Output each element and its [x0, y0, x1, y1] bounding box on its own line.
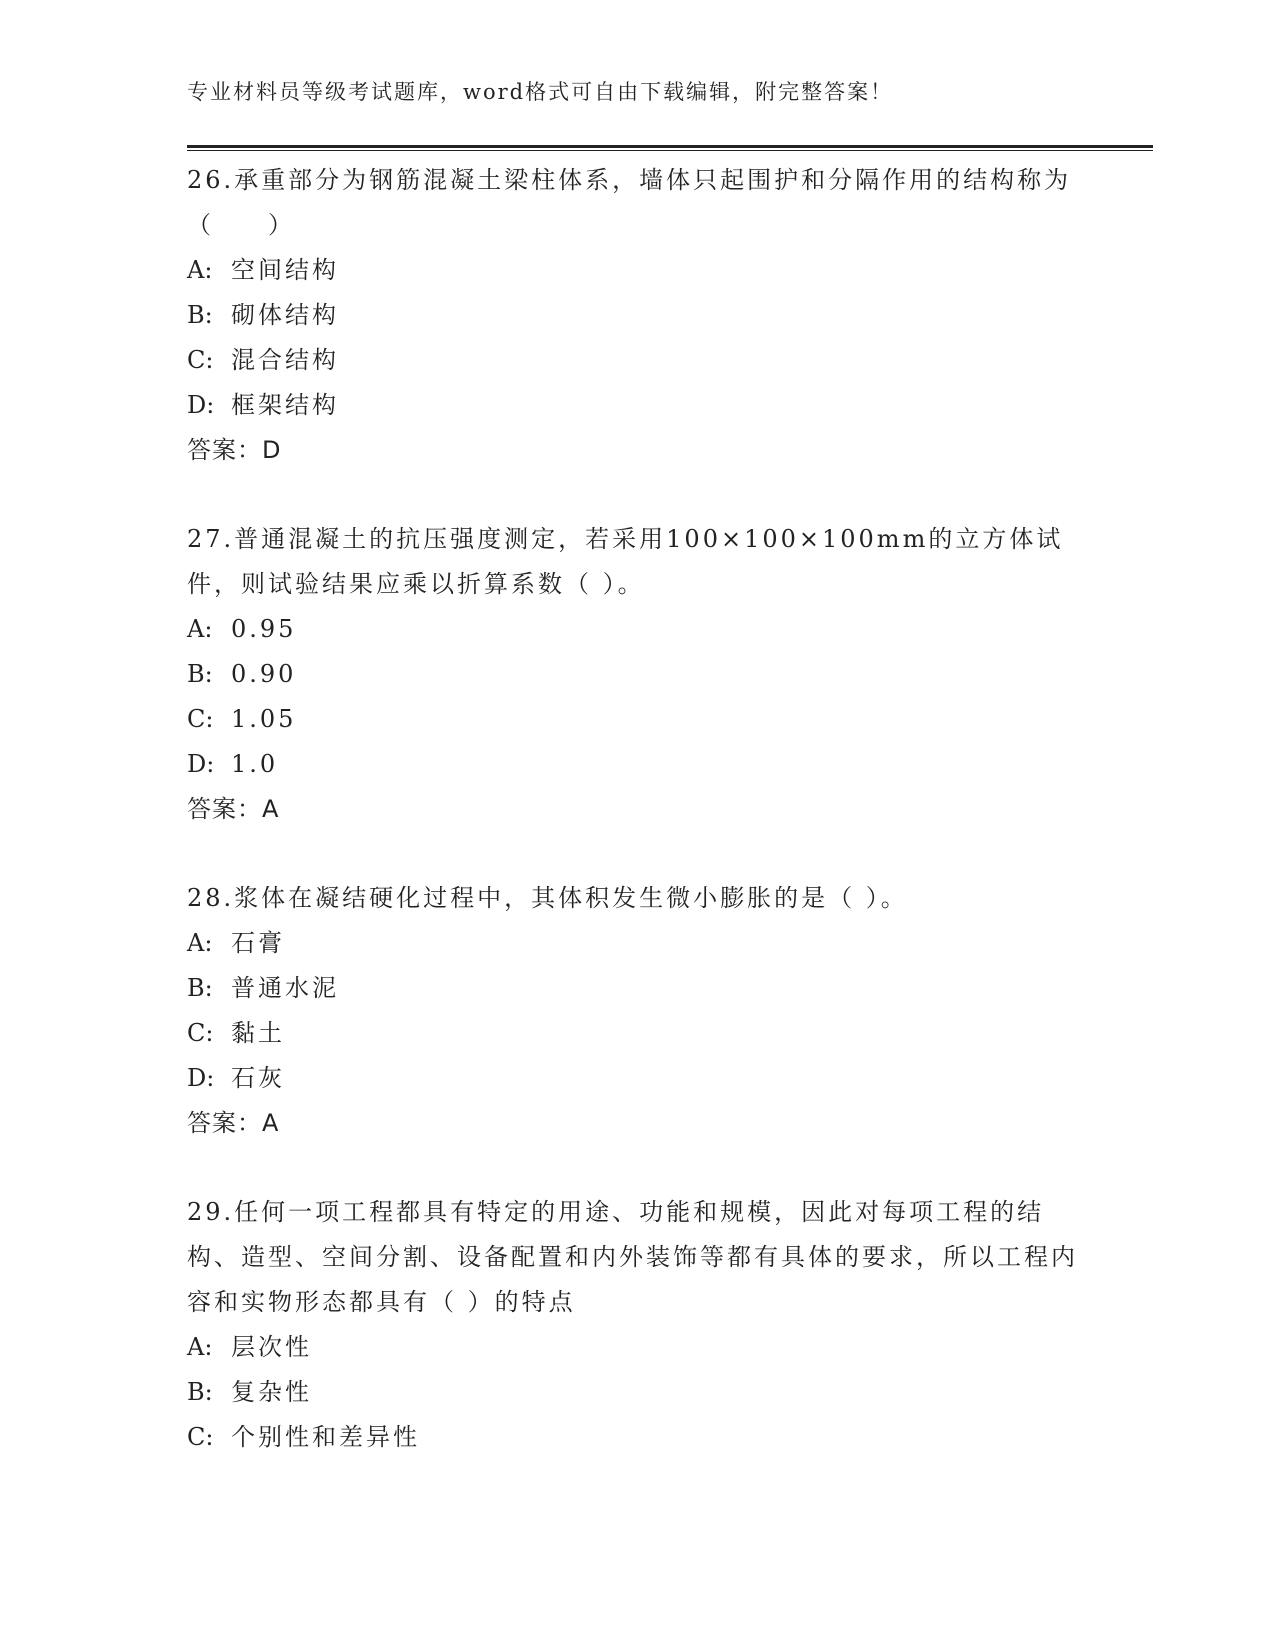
option-key: A: [187, 256, 213, 284]
option-key: B: [187, 660, 213, 688]
question-stem: 26.承重部分为钢筋混凝土梁柱体系，墙体只起围护和分隔作用的结构称为（ ） [187, 166, 1072, 239]
option-a [187, 607, 1087, 652]
question-list [187, 158, 1087, 1504]
question-27 [187, 517, 1087, 832]
option-b [187, 1370, 1087, 1415]
option-key: A: [187, 929, 213, 957]
option-key: A: [187, 1333, 213, 1361]
question-stem: 29.任何一项工程都具有特定的用途、功能和规模，因此对每项工程的结构、造型、空间分割、设备配置和内外装饰等都有具体的要求，所以工程内容和实物形态都具有（ ）的特点 [187, 1198, 1078, 1316]
option-key: B: [187, 301, 213, 329]
option-text: 1.05 [231, 705, 297, 733]
option-text: 1.0 [231, 750, 279, 778]
answer-line: 答案：D [187, 436, 282, 464]
option-key: D: [187, 1064, 215, 1092]
option-c [187, 1011, 1087, 1056]
option-text: 黏土 [231, 1019, 285, 1047]
option-c [187, 1415, 1087, 1460]
option-text: 石灰 [231, 1064, 285, 1092]
option-b [187, 293, 1087, 338]
option-key: C: [187, 1423, 214, 1451]
option-key: A: [187, 615, 213, 643]
option-key: C: [187, 1019, 214, 1047]
option-key: C: [187, 705, 214, 733]
option-d [187, 1056, 1087, 1101]
option-text: 0.90 [231, 660, 297, 688]
option-text: 个别性和差异性 [231, 1423, 420, 1451]
answer-line: 答案：A [187, 795, 280, 823]
option-text: 0.95 [231, 615, 297, 643]
option-text: 复杂性 [231, 1378, 312, 1406]
header-note: 专业材料员等级考试题库，word格式可自由下载编辑，附完整答案！ [187, 80, 894, 104]
answer-line: 答案：A [187, 1109, 280, 1137]
header-rule-thin [187, 150, 1153, 151]
option-d [187, 742, 1087, 787]
option-key: D: [187, 391, 215, 419]
option-text: 空间结构 [231, 256, 339, 284]
option-text: 砌体结构 [231, 301, 339, 329]
option-key: B: [187, 1378, 213, 1406]
option-b [187, 652, 1087, 697]
option-b [187, 966, 1087, 1011]
option-text: 混合结构 [231, 346, 339, 374]
option-d [187, 383, 1087, 428]
option-key: B: [187, 974, 213, 1002]
option-text: 框架结构 [231, 391, 339, 419]
option-key: C: [187, 346, 214, 374]
question-26 [187, 158, 1087, 473]
option-key: D: [187, 750, 215, 778]
option-text: 层次性 [231, 1333, 312, 1361]
option-a [187, 921, 1087, 966]
option-text: 石膏 [231, 929, 285, 957]
option-c [187, 338, 1087, 383]
question-28 [187, 876, 1087, 1146]
question-stem: 28.浆体在凝结硬化过程中，其体积发生微小膨胀的是（ ）。 [187, 884, 908, 912]
option-c [187, 697, 1087, 742]
option-text: 普通水泥 [231, 974, 339, 1002]
header-rule-thick [187, 145, 1153, 148]
question-29 [187, 1190, 1087, 1460]
question-stem: 27.普通混凝土的抗压强度测定，若采用100×100×100mm的立方体试件，则试验结果应乘以折算系数（ ）。 [187, 525, 1064, 598]
option-a [187, 248, 1087, 293]
option-a [187, 1325, 1087, 1370]
